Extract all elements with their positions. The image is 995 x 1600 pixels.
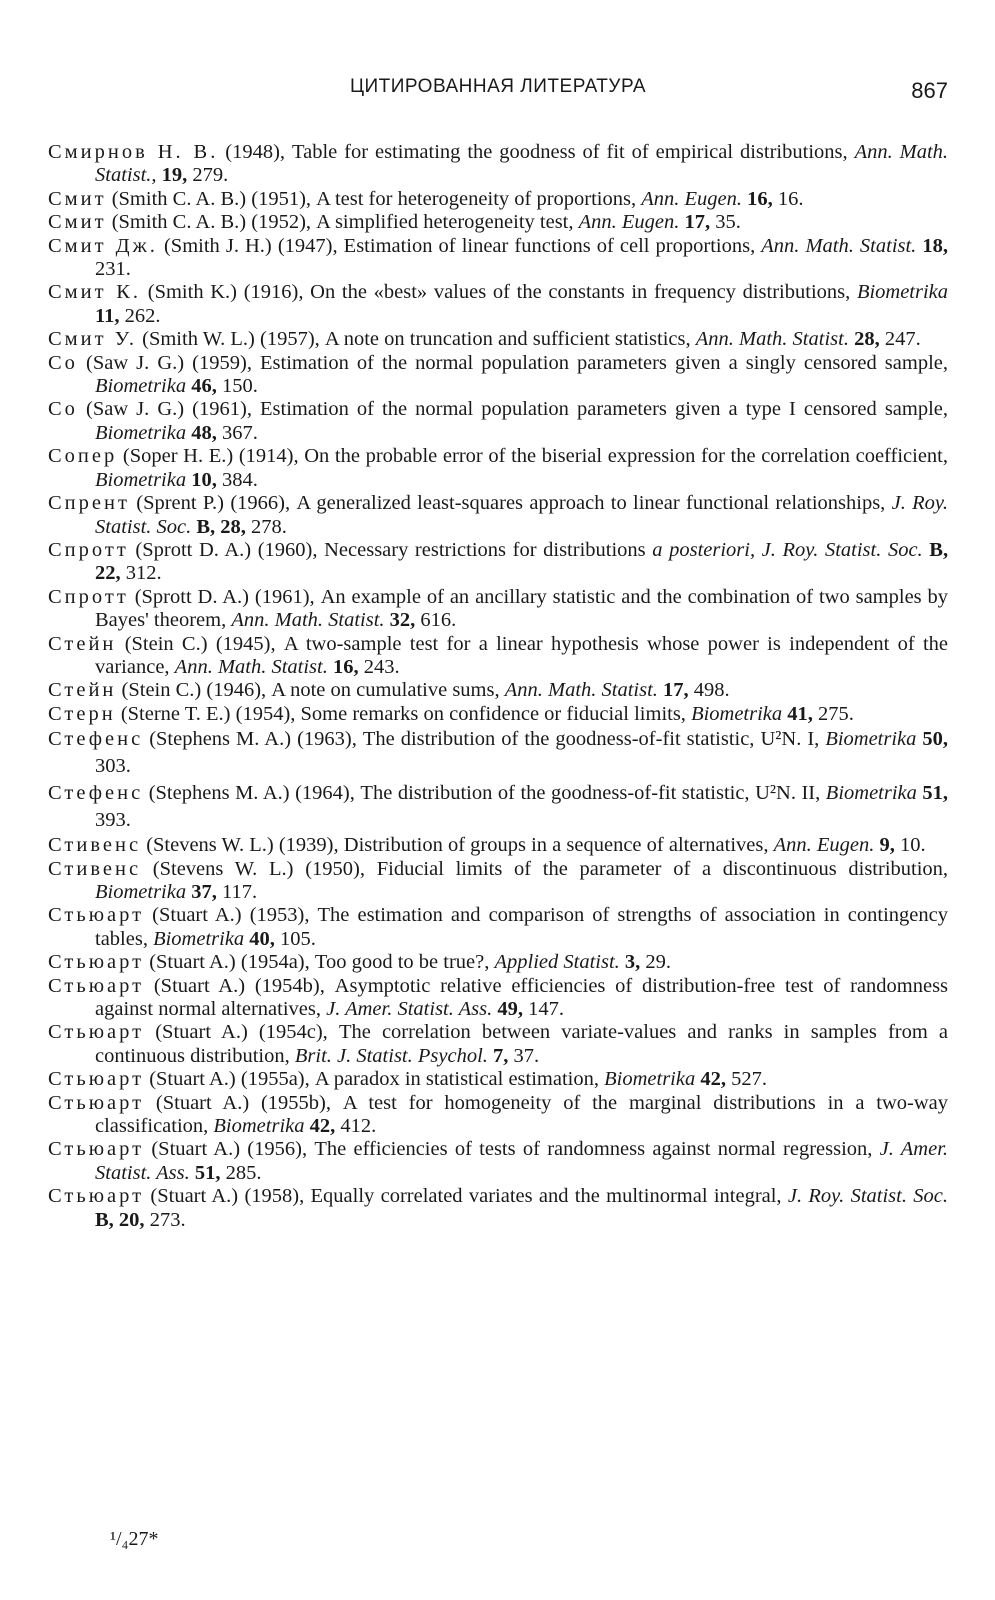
reference-title: Too good to be true?,: [314, 951, 490, 974]
reference-volume: 40,: [249, 927, 275, 950]
reference-source: Brit. J. Statist. Psychol.: [294, 1044, 488, 1067]
reference-pages: 16.: [777, 187, 804, 210]
reference-entry: [48, 703, 948, 726]
reference-volume: 17,: [663, 679, 689, 702]
reference-pages: 279.: [192, 164, 229, 187]
page-header: [48, 76, 948, 106]
reference-pages: 498.: [693, 679, 730, 702]
reference-volume: 17,: [684, 211, 711, 234]
reference-author-ru: Со: [48, 351, 78, 374]
reference-title: A note on truncation and sufficient statistics,: [324, 328, 691, 351]
reference-pages: 29.: [645, 951, 672, 974]
reference-entry: [48, 352, 948, 399]
reference-source: Applied Statist.: [494, 951, 620, 974]
reference-author-en: (Stuart A.): [149, 1068, 236, 1091]
reference-pages: 117.: [221, 880, 258, 903]
reference-entry: [48, 858, 948, 905]
reference-source: J. Amer. Statist. Ass.: [326, 998, 493, 1020]
reference-author-ru: Со: [48, 398, 78, 421]
reference-year: (1951),: [251, 187, 312, 210]
reference-volume: 51,: [194, 1161, 221, 1184]
reference-volume: 42,: [700, 1068, 726, 1091]
reference-year: (1958),: [244, 1185, 305, 1208]
reference-author-en: (Stuart A.): [155, 1021, 248, 1044]
reference-author-en: (Stuart A.): [150, 1185, 239, 1208]
reference-volume: 37,: [191, 880, 217, 903]
reference-author-en: (Smith J. H.): [163, 234, 272, 257]
reference-author-en: (Stein C.): [124, 632, 208, 655]
reference-entry: [48, 726, 948, 780]
reference-year: (1956),: [247, 1138, 308, 1161]
reference-pages: 275.: [818, 702, 854, 725]
reference-author-ru: Стьюарт: [48, 1185, 145, 1208]
reference-title: A test for heterogeneity of proportions,: [316, 187, 637, 210]
reference-title: On the «best» values of the constants in frequency distributions,: [310, 281, 851, 304]
reference-title: Asymptotic relative efficiencies of distribution-free test of randomness against normal alternatives,: [95, 974, 949, 1020]
reference-year: (1939),: [278, 834, 339, 857]
reference-list: [48, 141, 948, 1232]
reference-entry: [48, 780, 948, 834]
reference-entry: [48, 211, 948, 234]
reference-volume: 3,: [624, 951, 641, 974]
reference-source: Ann. Eugen.: [773, 834, 875, 857]
reference-pages: 412.: [340, 1115, 377, 1138]
reference-author-ru: Смирнов Н. В.: [48, 141, 219, 163]
reference-pages: 367.: [221, 421, 258, 444]
reference-entry: [48, 141, 948, 188]
reference-source: Biometrika: [604, 1068, 696, 1091]
reference-volume: 11,: [95, 304, 120, 327]
reference-author-ru: Стивенс: [48, 857, 142, 880]
reference-volume: 51,: [922, 782, 949, 805]
reference-entry: [48, 492, 948, 539]
reference-entry: [48, 1185, 948, 1232]
reference-entry: [48, 188, 948, 211]
reference-pages: 105.: [280, 927, 316, 950]
reference-title: Table for estimating the goodness of fit of empirical distributions,: [292, 141, 848, 163]
reference-pages: 37.: [513, 1044, 540, 1067]
reference-source: J. Roy. Statist. Soc.: [787, 1185, 949, 1208]
reference-title: On the probable error of the biserial expression for the correlation coefficient,: [304, 445, 948, 468]
printer-signature-mark: ¹/₄27*: [110, 1528, 159, 1550]
reference-title: The efficiencies of tests of randomness against normal regression,: [314, 1138, 873, 1161]
reference-author-ru: Спрент: [48, 492, 130, 515]
reference-year: (1955a),: [240, 1068, 310, 1091]
reference-author-en: (Smith C. A. B.): [111, 211, 247, 234]
reference-pages: 10.: [900, 834, 926, 857]
reference-author-en: (Saw J. G.): [86, 398, 185, 421]
reference-author-en: (Stephens M. A.): [149, 728, 292, 751]
reference-source: Biometrika: [825, 782, 917, 805]
reference-author-en: (Sprott D. A.): [134, 585, 249, 608]
reference-pages: 243.: [363, 655, 400, 678]
reference-author-en: (Sprent P.): [136, 492, 224, 515]
reference-volume: 49,: [497, 998, 523, 1020]
reference-volume: 48,: [191, 421, 217, 444]
reference-author-ru: Стьюарт: [48, 1021, 145, 1044]
reference-author-ru: Стьюарт: [48, 1091, 145, 1114]
reference-year: (1954b),: [254, 974, 325, 997]
reference-volume: 50,: [922, 728, 949, 751]
reference-author-ru: Стьюарт: [48, 1138, 145, 1161]
reference-volume: 41,: [787, 702, 813, 725]
reference-author-en: (Smith K.): [147, 281, 238, 304]
reference-pages: 285.: [225, 1161, 262, 1184]
reference-pages: 273.: [149, 1208, 186, 1231]
reference-source: Biometrika: [95, 421, 187, 444]
reference-entry: [48, 834, 948, 857]
reference-year: (1947),: [277, 234, 338, 257]
reference-author-en: (Stuart A.): [155, 1091, 250, 1114]
reference-author-en: (Sterne T. E.): [120, 702, 231, 725]
reference-year: (1953),: [249, 904, 310, 927]
reference-author-ru: Сопер: [48, 445, 118, 468]
reference-source: a posteriori, J. Roy. Statist. Soc.: [652, 538, 923, 561]
reference-author-ru: Стефенс: [48, 728, 144, 751]
reference-title: A simplified heterogeneity test,: [316, 211, 574, 234]
reference-source: Biometrika: [95, 880, 187, 903]
reference-year: (1959),: [192, 351, 252, 374]
reference-pages: 393.: [95, 809, 131, 832]
reference-entry: [48, 633, 948, 680]
page-number: 867: [911, 78, 948, 103]
reference-volume: 32,: [389, 609, 416, 632]
reference-entry: [48, 586, 948, 633]
reference-source: J. Roy. Statist. Soc.: [95, 492, 949, 538]
reference-source: Biometrika: [825, 728, 917, 751]
reference-author-en: (Sprott D. A.): [135, 538, 252, 561]
reference-pages: 527.: [731, 1068, 767, 1091]
reference-pages: 150.: [221, 375, 258, 398]
reference-title: An example of an ancillary statistic and the combination of two samples by Bayes' theorem,: [95, 585, 949, 632]
reference-entry: [48, 904, 948, 951]
reference-author-ru: Стефенс: [48, 782, 144, 805]
reference-entry: [48, 975, 948, 1022]
reference-volume: 28,: [854, 328, 880, 351]
reference-year: (1960),: [257, 538, 318, 561]
reference-year: (1914),: [238, 445, 299, 468]
reference-author-ru: Стейн: [48, 679, 117, 702]
reference-year: (1966),: [230, 492, 291, 515]
reference-title: A test for homogeneity of the marginal distributions in a two-way classification,: [95, 1091, 949, 1138]
reference-entry: [48, 1068, 948, 1091]
reference-author-en: (Stevens W. L.): [152, 857, 294, 880]
running-title: ЦИТИРОВАННАЯ ЛИТЕРАТУРА: [349, 76, 647, 97]
reference-volume: 16,: [747, 187, 773, 210]
reference-source: Ann. Math. Statist.: [174, 655, 328, 678]
reference-year: (1961),: [192, 398, 252, 421]
reference-year: (1955b),: [260, 1091, 332, 1114]
reference-year: (1963),: [297, 728, 357, 751]
reference-title: A note on cumulative sums,: [271, 679, 500, 702]
reference-title: Estimation of the normal population parameters given a singly censored sample,: [260, 351, 949, 374]
reference-title: The estimation and comparison of strengths of association in contingency tables,: [95, 904, 948, 950]
reference-volume: 10,: [191, 468, 217, 491]
reference-year: (1950),: [305, 857, 365, 880]
reference-title: A two-sample test for a linear hypothesis whose power is independent of the variance,: [95, 632, 948, 678]
reference-source: Biometrika: [95, 468, 187, 491]
reference-entry: [48, 398, 948, 445]
reference-entry: [48, 328, 948, 351]
reference-year: (1916),: [243, 281, 304, 304]
reference-author-ru: Смит: [48, 211, 107, 234]
reference-entry: [48, 235, 948, 282]
reference-title: Necessary restrictions for distributions: [324, 538, 646, 561]
reference-pages: 231.: [95, 258, 131, 281]
reference-entry: [48, 1021, 948, 1068]
reference-title: Some remarks on confidence or fiducial limits,: [300, 702, 686, 725]
reference-title: Estimation of linear functions of cell proportions,: [343, 234, 756, 257]
reference-author-en: (Smith W. L.): [142, 328, 255, 351]
reference-year: (1952),: [251, 211, 312, 234]
reference-source: J. Amer. Statist. Ass.: [95, 1138, 949, 1184]
reference-author-ru: Смит К.: [48, 281, 142, 304]
reference-year: (1948),: [225, 141, 286, 163]
reference-volume: B, 22,: [95, 538, 949, 585]
reference-author-ru: Стерн: [48, 702, 116, 725]
reference-source: Ann. Math. Statist.,: [95, 141, 949, 187]
reference-entry: [48, 1092, 948, 1139]
reference-pages: 278.: [251, 515, 287, 538]
reference-entry: [48, 445, 948, 492]
reference-pages: 35.: [715, 211, 741, 234]
reference-author-en: (Stevens W. L.): [146, 834, 274, 857]
reference-volume: 9,: [879, 834, 895, 857]
reference-author-en: (Stuart A.): [149, 951, 236, 974]
reference-author-ru: Стьюарт: [48, 974, 145, 997]
reference-title: Distribution of groups in a sequence of alternatives,: [343, 834, 769, 857]
reference-volume: B, 28,: [196, 515, 246, 538]
reference-year: (1957),: [260, 328, 320, 351]
reference-author-ru: Смит: [48, 187, 107, 210]
reference-pages: 384.: [221, 468, 258, 491]
reference-source: Ann. Math. Statist.: [761, 234, 917, 257]
reference-volume: B, 20,: [95, 1208, 145, 1231]
reference-title: A paradox in statistical estimation,: [314, 1068, 599, 1091]
reference-author-ru: Смит У.: [48, 328, 137, 351]
reference-entry: [48, 539, 948, 586]
reference-entry: [48, 679, 948, 702]
reference-author-en: (Stuart A.): [153, 974, 246, 997]
reference-entry: [48, 1138, 948, 1185]
reference-source: Ann. Math. Statist.: [695, 328, 849, 351]
reference-author-ru: Стейн: [48, 632, 117, 655]
reference-entry: [48, 951, 948, 974]
reference-source: Biometrika: [153, 927, 245, 950]
reference-year: (1961),: [254, 585, 315, 608]
reference-year: (1954c),: [258, 1021, 328, 1044]
reference-author-en: (Stephens M. A.): [148, 782, 290, 805]
reference-source: Biometrika: [691, 702, 783, 725]
reference-author-ru: Стьюарт: [48, 1068, 145, 1091]
reference-source: Biometrika: [95, 375, 187, 398]
reference-author-ru: Спротт: [48, 585, 129, 608]
reference-author-en: (Stuart A.): [152, 904, 242, 927]
reference-volume: 42,: [309, 1115, 336, 1138]
reference-title: Equally correlated variates and the multinormal integral,: [310, 1185, 782, 1208]
reference-author-ru: Стьюарт: [48, 904, 145, 927]
reference-volume: 7,: [493, 1044, 509, 1067]
reference-year: (1945),: [215, 632, 276, 655]
reference-pages: 303.: [95, 755, 131, 778]
reference-source: Biometrika: [856, 281, 949, 304]
reference-volume: 46,: [191, 375, 217, 398]
reference-author-ru: Спротт: [48, 538, 129, 561]
reference-author-ru: Стьюарт: [48, 951, 145, 974]
reference-title: The correlation between variate-values and ranks in samples from a continuous distribution,: [95, 1021, 949, 1067]
reference-year: (1954a),: [240, 951, 310, 974]
reference-source: Ann. Eugen.: [578, 211, 680, 234]
reference-author-en: (Stuart A.): [151, 1138, 241, 1161]
reference-year: (1946),: [206, 679, 267, 702]
reference-source: Biometrika: [213, 1115, 305, 1138]
reference-author-en: (Smith C. A. B.): [111, 187, 247, 210]
reference-title: The distribution of the goodness-of-fit statistic, U²N. II,: [360, 782, 821, 805]
reference-author-en: (Stein C.): [121, 679, 202, 702]
reference-pages: 147.: [528, 998, 564, 1020]
reference-source: Ann. Eugen.: [641, 187, 743, 210]
reference-pages: 616.: [420, 609, 457, 632]
reference-title: The distribution of the goodness-of-fit statistic, U²N. I,: [362, 728, 820, 751]
reference-author-ru: Смит Дж.: [48, 234, 158, 257]
reference-author-ru: Стивенс: [48, 834, 142, 857]
reference-title: Fiducial limits of the parameter of a discontinuous distribution,: [376, 857, 949, 880]
reference-pages: 312.: [125, 562, 162, 585]
reference-source: Ann. Math. Statist.: [504, 679, 658, 702]
reference-volume: 16,: [332, 655, 359, 678]
reference-volume: 19,: [161, 164, 188, 187]
reference-author-en: (Saw J. G.): [86, 351, 185, 374]
reference-source: Ann. Math. Statist.: [231, 609, 385, 632]
reference-volume: 18,: [922, 234, 948, 257]
reference-year: (1954),: [235, 702, 296, 725]
reference-pages: 262.: [124, 304, 161, 327]
reference-title: A generalized least-squares approach to linear functional relationships,: [296, 492, 886, 515]
reference-author-en: (Soper H. E.): [122, 445, 234, 468]
reference-entry: [48, 281, 948, 328]
reference-title: Estimation of the normal population parameters given a type I censored sample,: [260, 398, 949, 421]
reference-pages: 247.: [884, 328, 921, 351]
reference-year: (1964),: [295, 782, 355, 805]
